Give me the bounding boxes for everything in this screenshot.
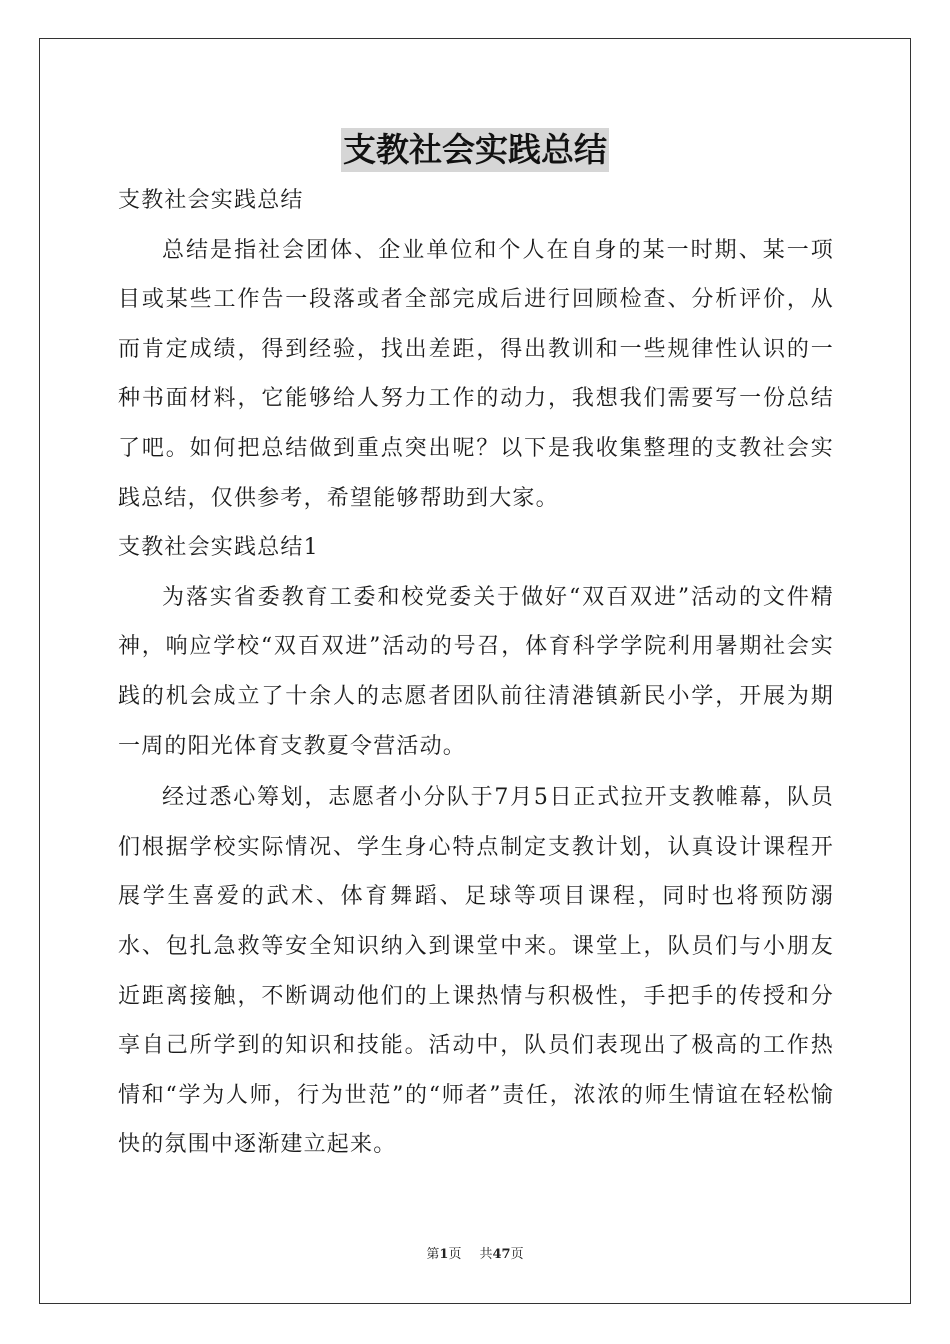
- document-title: 支教社会实践总结: [341, 128, 609, 172]
- page-footer: [0, 1246, 950, 1264]
- page-number: 1: [439, 1247, 449, 1262]
- document-body: [118, 176, 834, 1170]
- intro-heading: 支教社会实践总结: [118, 188, 304, 213]
- total-pages: 47: [492, 1247, 511, 1262]
- page-prefix: 第: [426, 1247, 440, 1262]
- page-suffix: 页: [448, 1247, 462, 1262]
- section-1-paragraph-1: 为落实省委教育工委和校党委关于做好“双百双进”活动的文件精神，响应学校“双百双进”活动的号召，体育科学学院利用暑期社会实践的机会成立了十余人的志愿者团队前往清港镇新民小学，开展为期一周的阳光体育支教夏令营活动。: [118, 584, 834, 759]
- section-1-paragraph-2: 经过悉心筹划，志愿者小分队于7月5日正式拉开支教帷幕，队员们根据学校实际情况、学生身心特点制定支教计划，认真设计课程开展学生喜爱的武术、体育舞蹈、足球等项目课程，同时也将预防溺水、包扎急救等安全知识纳入到课堂中来。课堂上，队员们与小朋友近距离接触，不断调动他们的上课热情与积极性，手把手的传授和分享自己所学到的知识和技能。活动中，队员们表现出了极高的工作热情和“学为人师，行为世范”的“师者”责任，浓浓的师生情谊在轻松愉快的氛围中逐渐建立起来。: [118, 785, 834, 1158]
- intro-paragraph: 总结是指社会团体、企业单位和个人在自身的某一时期、某一项目或某些工作告一段落或者全部完成后进行回顾检查、分析评价，从而肯定成绩，得到经验，找出差距，得出教训和一些规律性认识的一种书面材料，它能够给人努力工作的动力，我想我们需要写一份总结了吧。如何把总结做到重点突出呢？以下是我收集整理的支教社会实践总结，仅供参考，希望能够帮助到大家。: [118, 237, 834, 511]
- total-suffix: 页: [510, 1247, 524, 1262]
- total-prefix: 共: [479, 1247, 493, 1262]
- section-heading-1: 支教社会实践总结1: [118, 535, 319, 561]
- title-container: [0, 128, 950, 172]
